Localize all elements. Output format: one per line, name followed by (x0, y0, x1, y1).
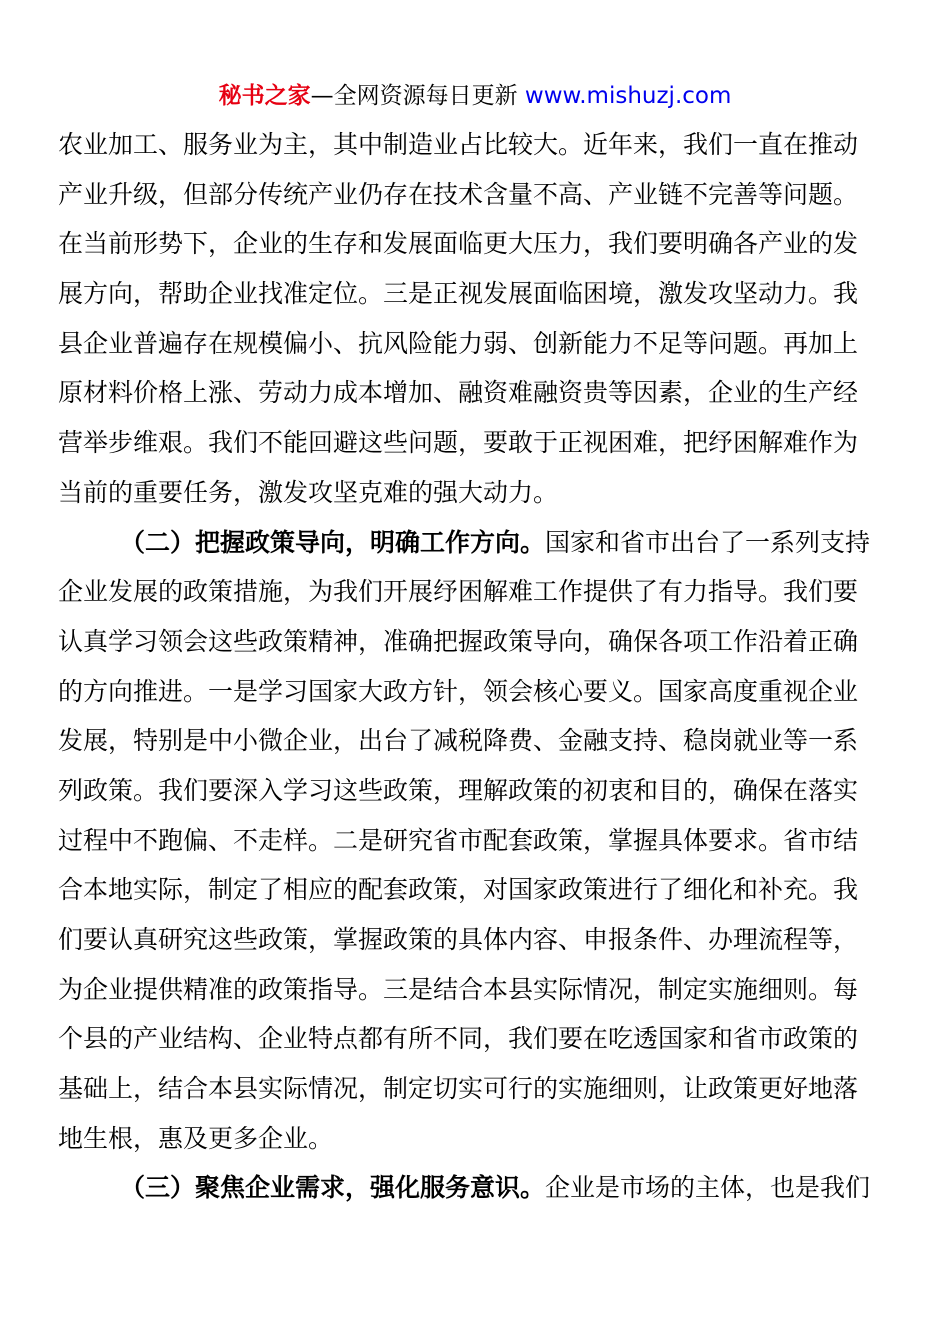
paragraph-2-line: 认真学习领会这些政策精神，准确把握政策导向，确保各项工作沿着正确 (58, 626, 859, 656)
paragraph-2-line: 们要认真研究这些政策，掌握政策的具体内容、申报条件、办理流程等， (58, 925, 859, 954)
paragraph-2-line: 个县的产业结构、企业特点都有所不同，我们要在吃透国家和省市政策的 (58, 1024, 859, 1054)
paragraph-2-line: 地生根，惠及更多企业。 (58, 1123, 334, 1153)
paragraph-2-line: 列政策。我们要深入学习这些政策，理解政策的初衷和目的，确保在落实 (58, 775, 859, 805)
paragraph-1-line: 当前的重要任务，激发攻坚克难的强大动力。 (58, 477, 559, 507)
paragraph-1-line: 原材料价格上涨、劳动力成本增加、融资难融资贵等因素，企业的生产经 (58, 378, 859, 408)
paragraph-1-line: 展方向，帮助企业找准定位。三是正视发展面临困境，激发攻坚动力。我 (58, 279, 859, 309)
paragraph-3-lead: 企业是市场的主体，也是我们 (545, 1173, 871, 1203)
paragraph-2-line: 为企业提供精准的政策指导。三是结合本县实际情况，制定实施细则。每 (58, 974, 859, 1004)
paragraph-2-lead: 国家和省市出台了一系列支持 (545, 527, 871, 557)
paragraph-2-line: 企业发展的政策措施，为我们开展纾困解难工作提供了有力指导。我们要 (58, 577, 859, 607)
section-heading-2: （二）把握政策导向，明确工作方向。 (120, 527, 546, 557)
paragraph-2-first-line (58, 518, 876, 568)
paragraph-2-line: 过程中不跑偏、不走样。二是研究省市配套政策，掌握具体要求。省市结 (58, 825, 859, 855)
paragraph-3-first-line (58, 1163, 876, 1213)
paragraph-2-line: 发展，特别是中小微企业，出台了减税降费、金融支持、稳岗就业等一系 (58, 726, 859, 756)
paragraph-1-line: 县企业普遍存在规模偏小、抗风险能力弱、创新能力不足等问题。再加上 (58, 328, 859, 358)
paragraph-1-line: 营举步维艰。我们不能回避这些问题，要敢于正视困难，把纾困解难作为 (58, 428, 859, 458)
paragraph-1-line: 产业升级，但部分传统产业仍存在技术含量不高、产业链不完善等问题。 (58, 179, 859, 209)
paragraph-2-line: 的方向推进。一是学习国家大政方针，领会核心要义。国家高度重视企业 (58, 676, 859, 706)
paragraph-2-line: 基础上，结合本县实际情况，制定切实可行的实施细则，让政策更好地落 (58, 1074, 859, 1104)
section-heading-3: （三）聚焦企业需求，强化服务意识。 (120, 1173, 546, 1203)
brand-name: 秘书之家 (218, 83, 311, 109)
paragraph-2-line: 合本地实际，制定了相应的配套政策，对国家政策进行了细化和补充。我 (58, 875, 859, 905)
page-header (0, 80, 950, 112)
paragraph-1-line: 在当前形势下，企业的生存和发展面临更大压力，我们要明确各产业的发 (58, 229, 859, 259)
document-body (58, 120, 876, 1213)
paragraph-1-line: 农业加工、服务业为主，其中制造业占比较大。近年来，我们一直在推动 (58, 130, 859, 159)
site-link[interactable]: www.mishuzj.com (524, 83, 732, 109)
header-tagline: —全网资源每日更新 (310, 83, 525, 109)
